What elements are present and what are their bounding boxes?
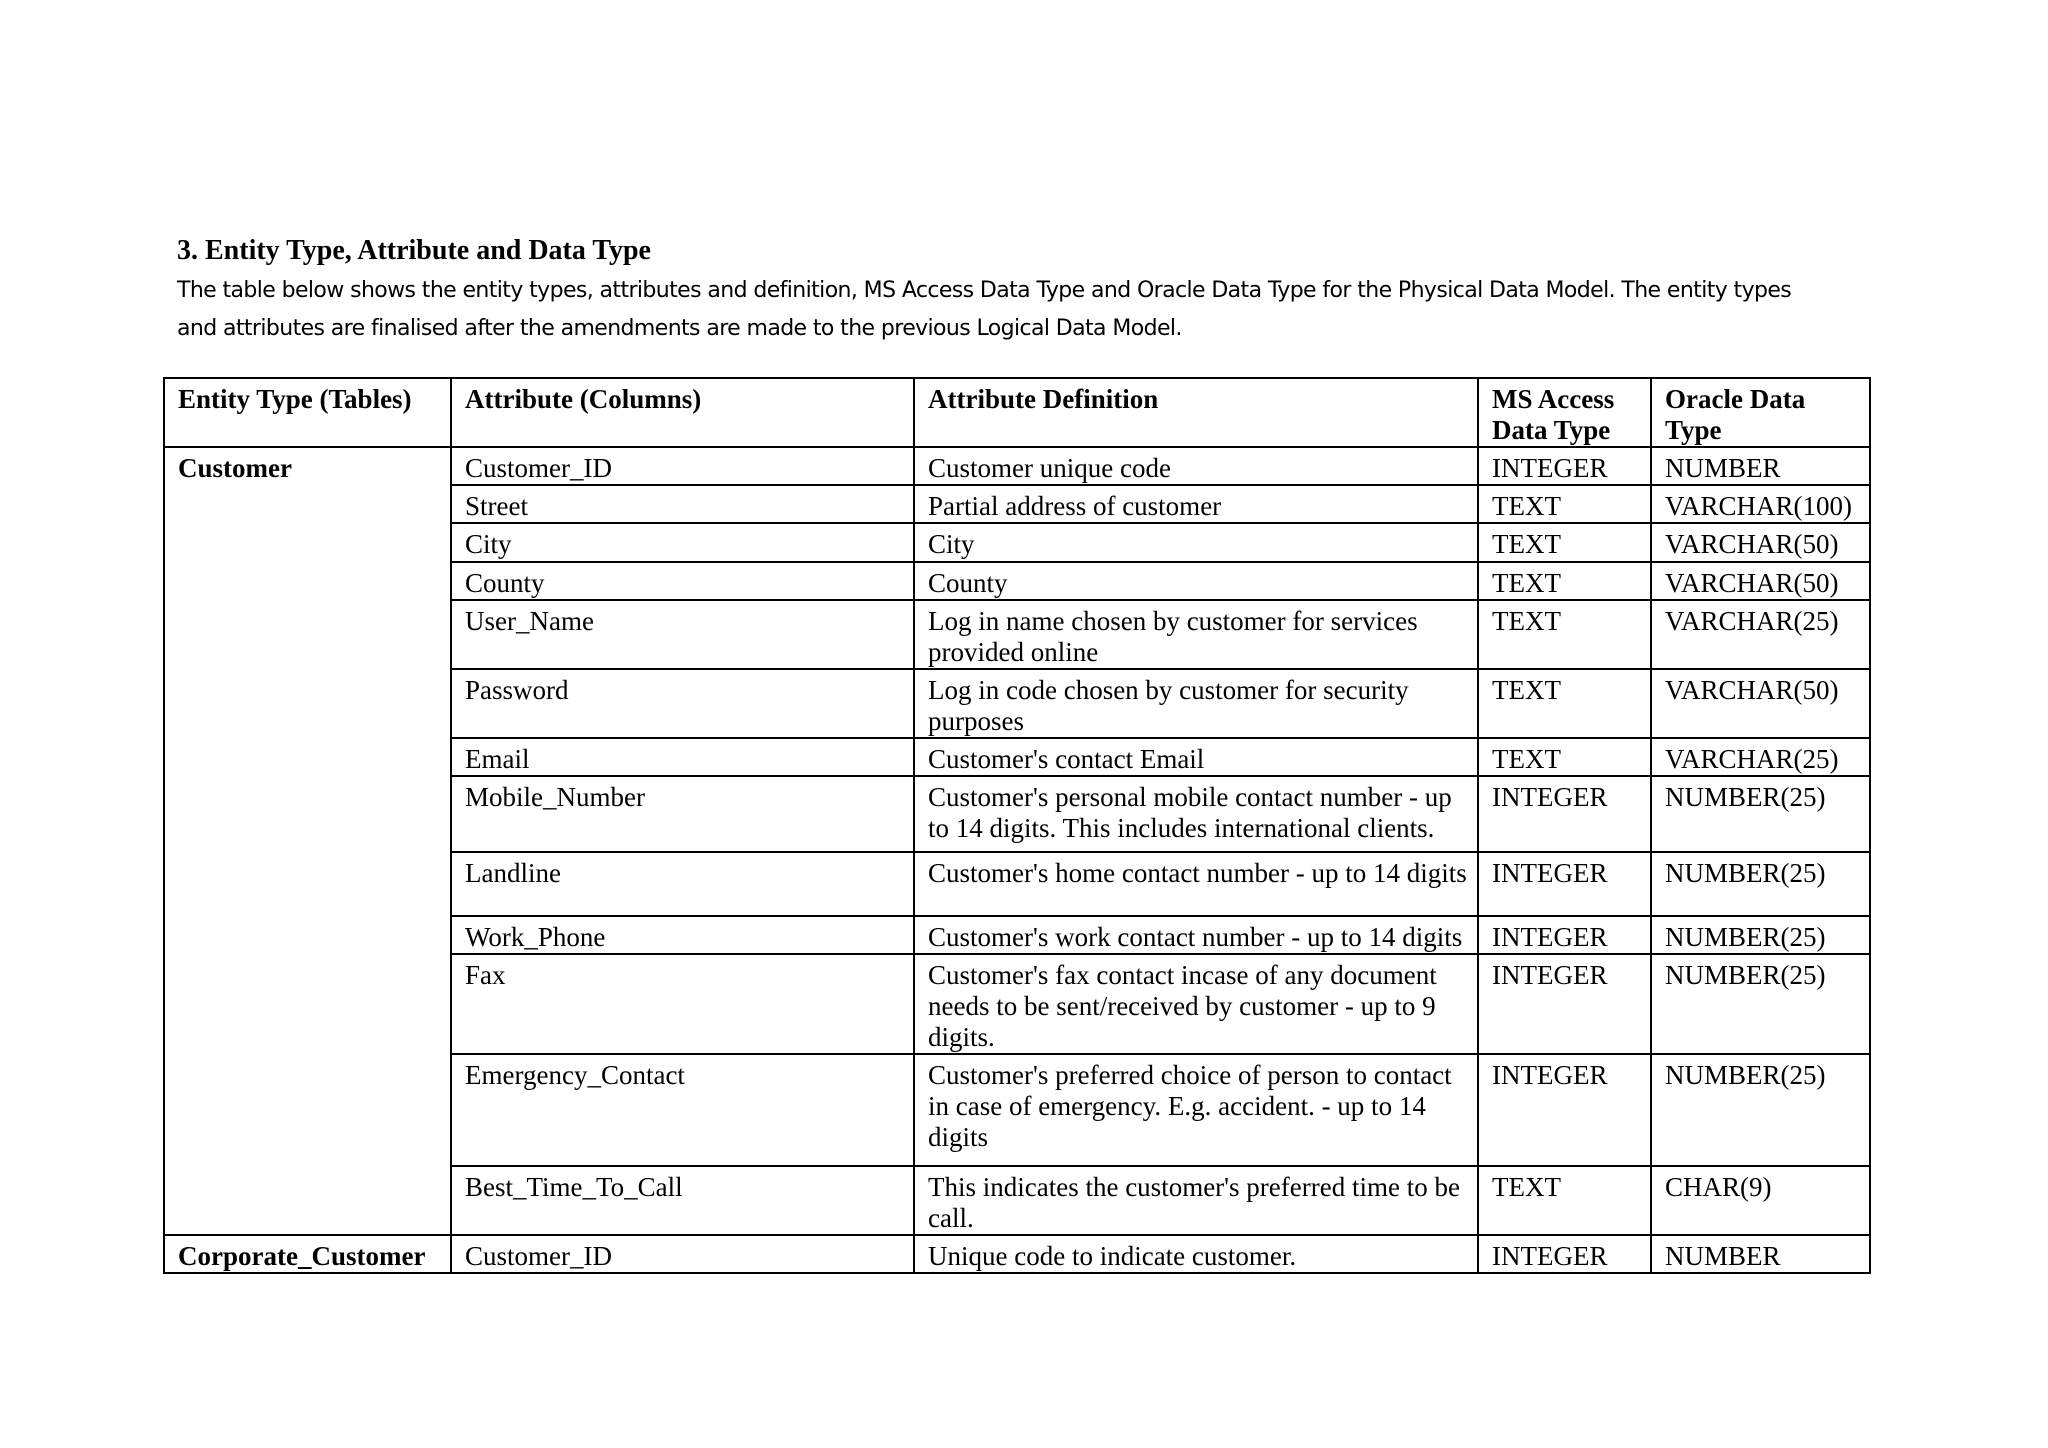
definition-cell: Customer's contact Email — [914, 738, 1478, 776]
oracle-type-cell: VARCHAR(50) — [1651, 669, 1870, 738]
table-header-row — [164, 378, 1870, 447]
definition-cell: This indicates the customer's preferred time to be call. — [914, 1166, 1478, 1235]
access-type-cell: INTEGER — [1478, 916, 1651, 954]
access-type-cell: TEXT — [1478, 1166, 1651, 1235]
attribute-cell: Fax — [451, 954, 914, 1054]
definition-cell: Partial address of customer — [914, 485, 1478, 523]
attribute-cell: Landline — [451, 852, 914, 916]
definition-cell: Customer's personal mobile contact number - up to 14 digits. This includes international clients. — [914, 776, 1478, 852]
data-type-table — [163, 377, 1871, 1274]
definition-cell: Customer's work contact number - up to 14 digits — [914, 916, 1478, 954]
access-type-cell: INTEGER — [1478, 776, 1651, 852]
intro-line-1: The table below shows the entity types, attributes and definition, MS Access Data Type and Oracle Data Type for the Physical Data Model. The entity types — [177, 278, 1792, 303]
access-type-cell: INTEGER — [1478, 1235, 1651, 1273]
oracle-type-cell: VARCHAR(50) — [1651, 562, 1870, 600]
attribute-cell: Email — [451, 738, 914, 776]
intro-paragraph — [177, 272, 1897, 348]
intro-line-2: and attributes are finalised after the amendments are made to the previous Logical Data Model. — [177, 316, 1182, 341]
attribute-cell: Password — [451, 669, 914, 738]
access-type-cell: TEXT — [1478, 485, 1651, 523]
oracle-type-cell: NUMBER(25) — [1651, 916, 1870, 954]
oracle-type-cell: VARCHAR(100) — [1651, 485, 1870, 523]
oracle-type-cell: NUMBER(25) — [1651, 1054, 1870, 1166]
access-type-cell: INTEGER — [1478, 852, 1651, 916]
entity-cell: Customer — [164, 447, 451, 1235]
definition-cell: Customer's home contact number - up to 14 digits — [914, 852, 1478, 916]
attribute-cell: Customer_ID — [451, 447, 914, 485]
oracle-type-cell: CHAR(9) — [1651, 1166, 1870, 1235]
oracle-type-cell: NUMBER — [1651, 1235, 1870, 1273]
attribute-cell: County — [451, 562, 914, 600]
definition-cell: Log in name chosen by customer for services provided online — [914, 600, 1478, 669]
oracle-type-cell: NUMBER(25) — [1651, 776, 1870, 852]
attribute-cell: Best_Time_To_Call — [451, 1166, 914, 1235]
access-type-cell: TEXT — [1478, 738, 1651, 776]
oracle-type-cell: NUMBER — [1651, 447, 1870, 485]
definition-cell: County — [914, 562, 1478, 600]
attribute-cell: User_Name — [451, 600, 914, 669]
oracle-type-cell: NUMBER(25) — [1651, 954, 1870, 1054]
definition-cell: City — [914, 523, 1478, 562]
header-entity: Entity Type (Tables) — [164, 378, 451, 447]
access-type-cell: TEXT — [1478, 600, 1651, 669]
definition-cell: Customer's preferred choice of person to contact in case of emergency. E.g. accident. - up to 14 digits — [914, 1054, 1478, 1166]
definition-cell: Customer unique code — [914, 447, 1478, 485]
definition-cell: Customer's fax contact incase of any document needs to be sent/received by customer - up to 9 digits. — [914, 954, 1478, 1054]
oracle-type-cell: VARCHAR(25) — [1651, 600, 1870, 669]
oracle-type-cell: NUMBER(25) — [1651, 852, 1870, 916]
access-type-cell: INTEGER — [1478, 1054, 1651, 1166]
header-access-type: MS Access Data Type — [1478, 378, 1651, 447]
header-oracle-type: Oracle Data Type — [1651, 378, 1870, 447]
attribute-cell: Customer_ID — [451, 1235, 914, 1273]
attribute-cell: Street — [451, 485, 914, 523]
definition-cell: Unique code to indicate customer. — [914, 1235, 1478, 1273]
access-type-cell: INTEGER — [1478, 447, 1651, 485]
table-row — [164, 447, 1870, 485]
access-type-cell: INTEGER — [1478, 954, 1651, 1054]
header-attribute: Attribute (Columns) — [451, 378, 914, 447]
attribute-cell: Work_Phone — [451, 916, 914, 954]
attribute-cell: City — [451, 523, 914, 562]
section-heading: 3. Entity Type, Attribute and Data Type — [177, 235, 651, 266]
table-row — [164, 1235, 1870, 1273]
entity-cell: Corporate_Customer — [164, 1235, 451, 1273]
header-definition: Attribute Definition — [914, 378, 1478, 447]
oracle-type-cell: VARCHAR(50) — [1651, 523, 1870, 562]
access-type-cell: TEXT — [1478, 523, 1651, 562]
attribute-cell: Emergency_Contact — [451, 1054, 914, 1166]
access-type-cell: TEXT — [1478, 669, 1651, 738]
definition-cell: Log in code chosen by customer for security purposes — [914, 669, 1478, 738]
attribute-cell: Mobile_Number — [451, 776, 914, 852]
access-type-cell: TEXT — [1478, 562, 1651, 600]
oracle-type-cell: VARCHAR(25) — [1651, 738, 1870, 776]
